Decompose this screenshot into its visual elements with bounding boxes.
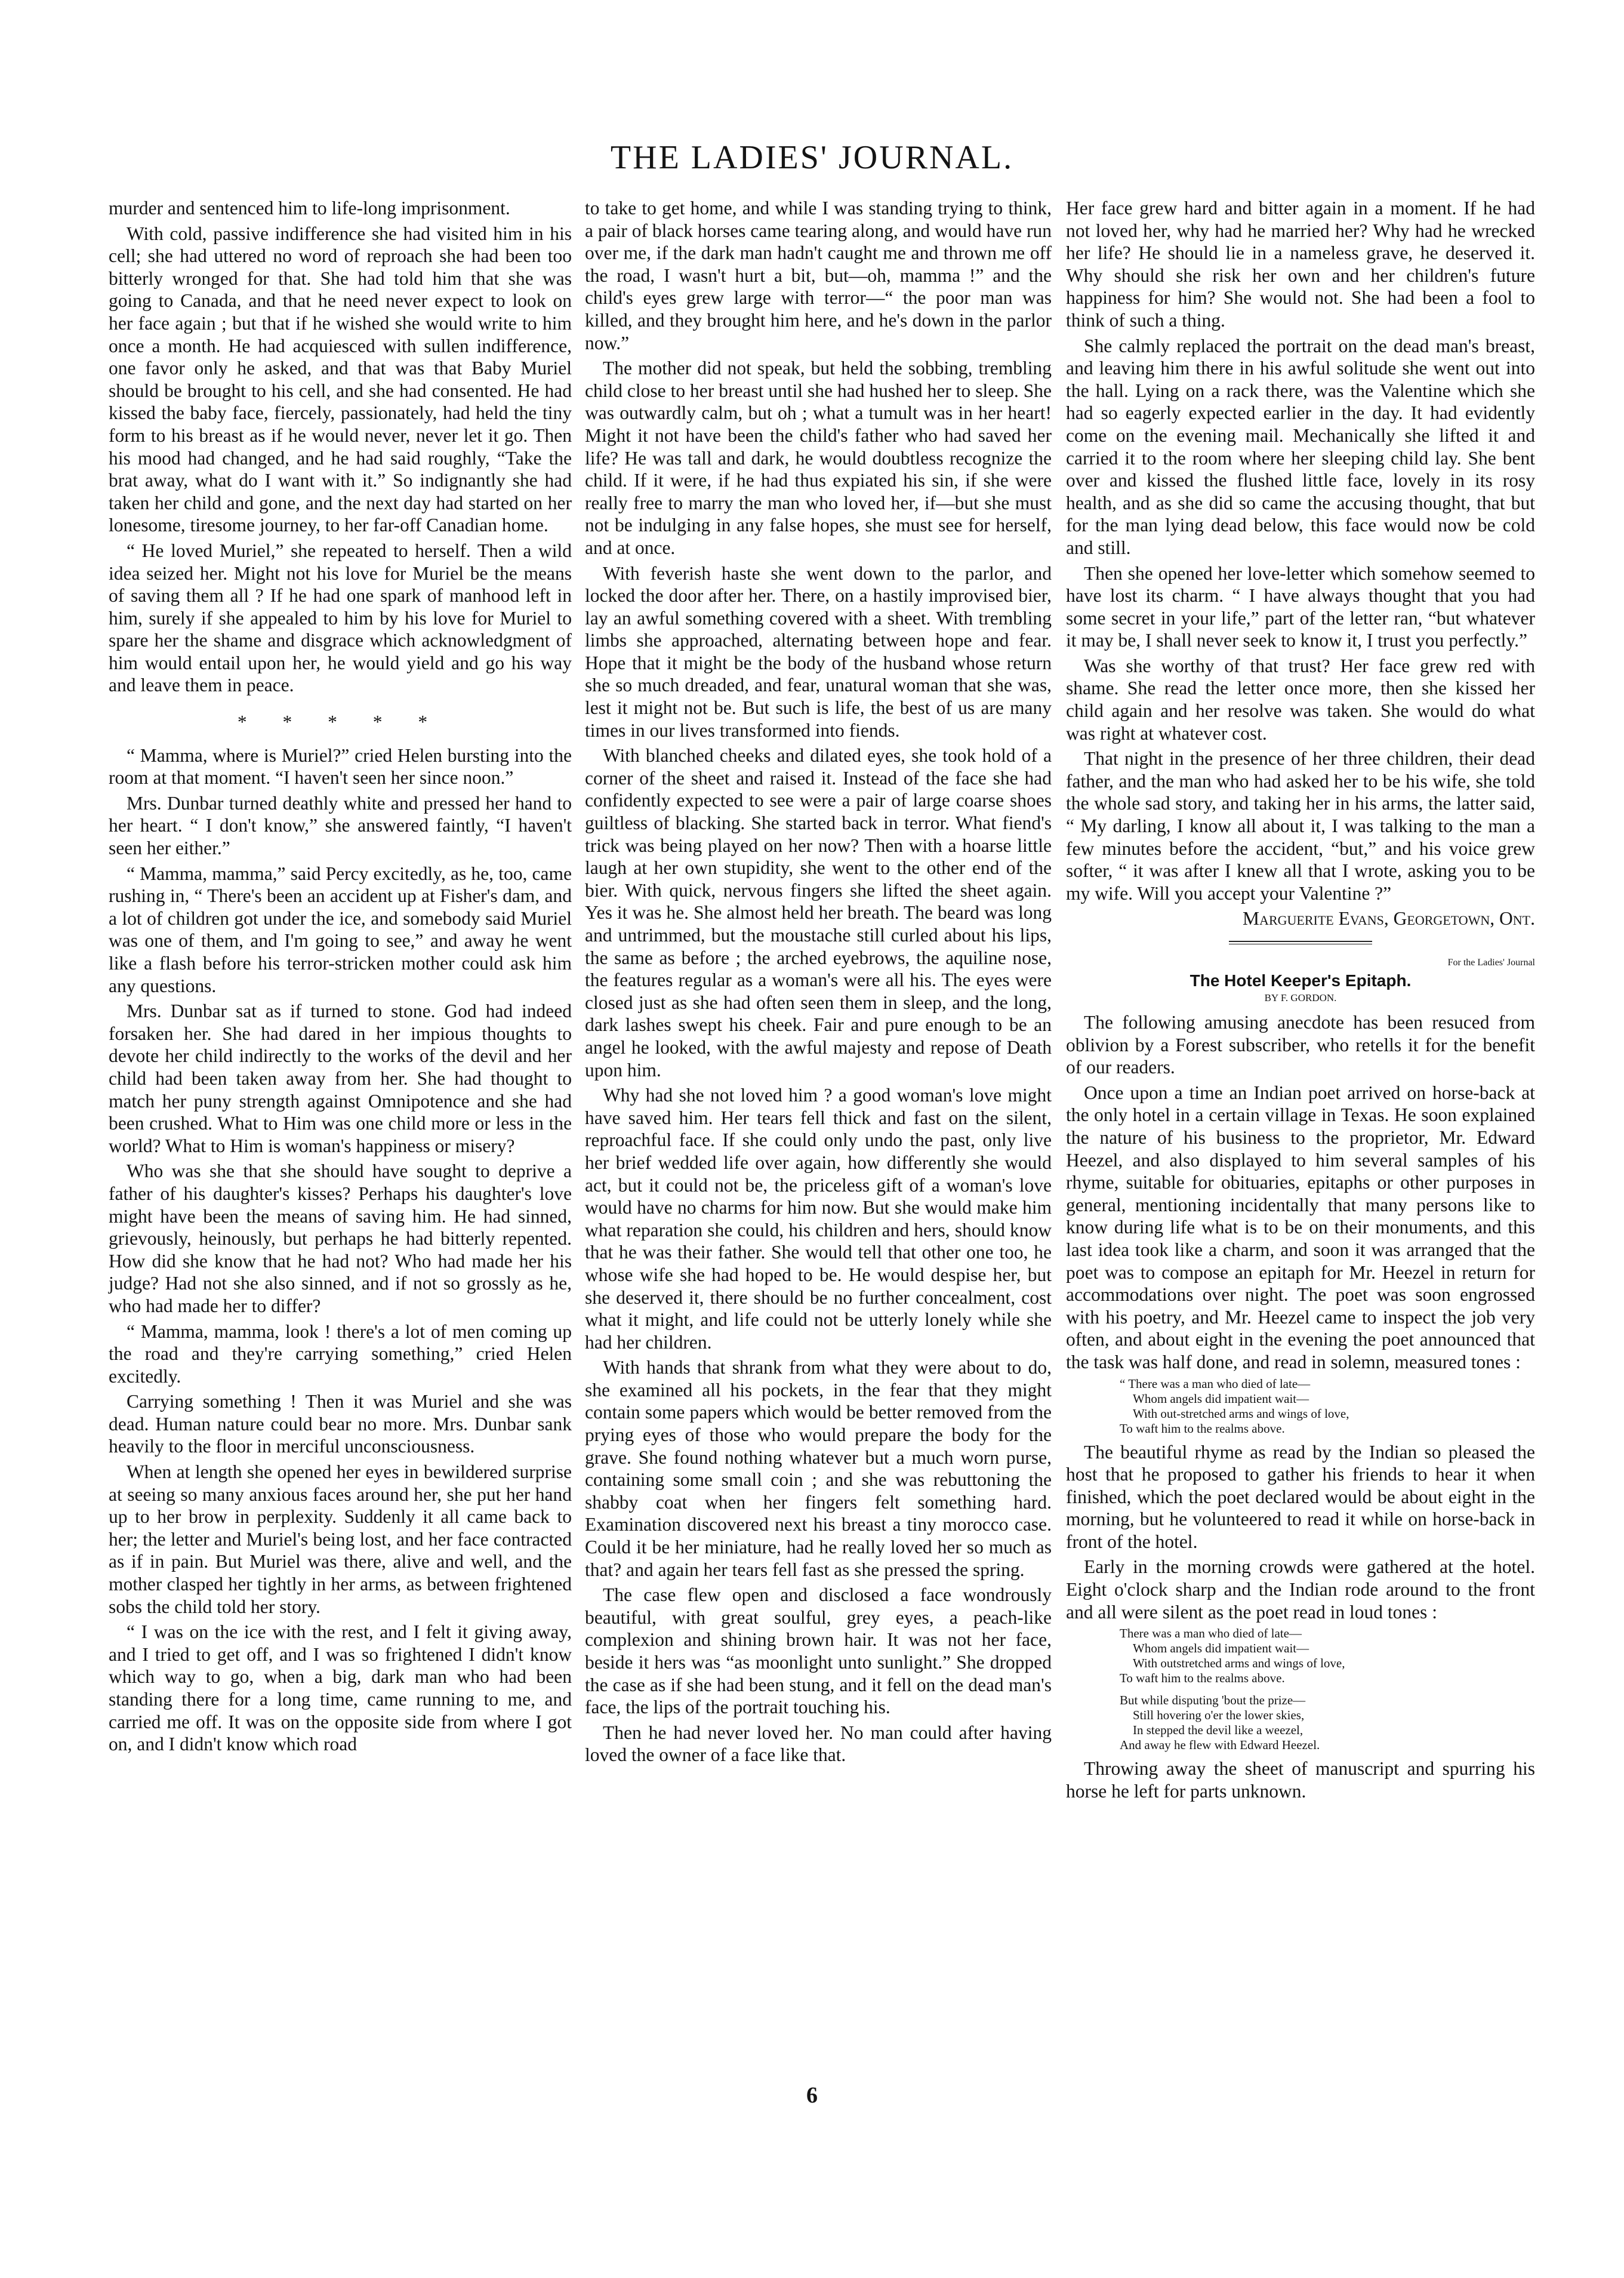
paragraph: Mrs. Dunbar sat as if turned to stone. God had indeed forsaken her. She had dared in her impious thoughts to devote her child indirectly to the works of the devil and her child had been taken away from her. She had thought to match her puny strength against Omnipotence and she had been crushed. What to Him was one child more or less in the world? What to Him is woman's happiness or misery? (109, 1001, 572, 1156)
column-1 (109, 197, 572, 1759)
masthead: THE LADIES' JOURNAL. (610, 139, 1014, 176)
verse-block (1120, 1377, 1535, 1436)
paragraph: Carrying something ! Then it was Muriel and she was dead. Human nature could bear no more. Mrs. Dunbar sank heavily to the floor in merciful unconsciousness. (109, 1391, 572, 1457)
paragraph: With feverish haste she went down to the parlor, and locked the door after her. There, on a hastily improvised bier, lay an awful something covered with a sheet. With trembling limbs she approached, alternating between hope and fear. Hope that it might be the body of the husband whose return she so much dreaded, and fear, unatural woman that she was, lest it might not be. But such is life, the best of us are many times in our lives transformed into fiends. (585, 562, 1052, 741)
paragraph: to take to get home, and while I was standing trying to think, a pair of black horses came tearing along, and would have run over me, if the dark man hadn't caught me and thrown me off the road, I wasn't hurt a bit, but—oh, mamma !” and the child's eyes grew large with terror—“ the poor man was killed, and they brought him here, and he's down in the parlor now.” (585, 198, 1052, 353)
article-title: The Hotel Keeper's Epitaph. (1190, 971, 1412, 990)
paragraph: Then he had never loved her. No man could after having loved the owner of a face like that. (585, 1722, 1052, 1766)
paragraph: “ I was on the ice with the rest, and I felt it giving away, and I tried to get off, and I was so frightened I didn't know which way to go, when a big, dark man who had been standing there for a long time, came running to me, and carried me off. It was on the opposite side from where I got on, and I didn't know which road (109, 1621, 572, 1755)
column-2 (585, 197, 1052, 1769)
article-byline: BY F. GORDON. (1264, 992, 1337, 1003)
paragraph: Why had she not loved him ? a good woman's love might have saved him. Her tears fell thick and fast on the silent, reproachful face. If she could only undo the past, only live her brief wedded life over again, how differently she would act, but it could not be, the priceless gift of a woman's love would have no charms for him now. But she would make him what reparation she could, his children and hers, should know that he was their father. She would tell that other one too, he whose wife she had hoped to be. He would despise her, but she deserved it, there should be no further concealment, cost what it might, and life could not be utterly lonely while she had her children. (585, 1085, 1052, 1353)
paragraph: With cold, passive indifference she had visited him in his cell; she had uttered no word of reproach she had been too bitterly wronged for that. She had told him that she was going to Canada, and that he need never expect to look on her face again ; but that if he wished she would write to him once a month. He had acquiesced with sullen indifference, one favor only he asked, and that was that Baby Muriel should be brought to his cell, and she had consented. He had kissed the baby face, fiercely, passionately, had held the tiny form to his breast as if he would never, never let it go. Then his mood had changed, and he had said roughly, “Take the brat away, what do I want with it.” So indignantly she had taken her child and gone, and the next day had started on her lonesome, tiresome journey, to her far-off Canadian home. (109, 223, 572, 536)
verse-line: With outstretched arms and wings of love, (1133, 1656, 1345, 1671)
verse-line: “ There was a man who died of late— (1120, 1376, 1311, 1391)
paragraph: Was she worthy of that trust? Her face grew red with shame. She read the letter once more, then she kissed her child again and her resolve was taken. She would do what was right at whatever cost. (1066, 655, 1535, 744)
section-break: * * * * * (237, 712, 443, 733)
paragraph: Early in the morning crowds were gathered at the hotel. Eight o'clock sharp and the Indian rode around to the front and all were silent as the poet read in loud tones : (1066, 1556, 1535, 1623)
paragraph: Throwing away the sheet of manuscript and spurring his horse he left for parts unknown. (1066, 1758, 1535, 1802)
paragraph: The case flew open and disclosed a face wondrously beautiful, with great soulful, grey eyes, a peach-like complexion and shining brown hair. It was not her face, beside it hers was “as moonlight unto sunlight.” She dropped the case as if she had been stung, and it fell on the dead man's face, the lips of the portrait touching his. (585, 1584, 1052, 1718)
page-number: 6 (806, 2083, 818, 2108)
paragraph: Once upon a time an Indian poet arrived on horse-back at the only hotel in a certain village in Texas. He soon explained the nature of his business to the proprietor, Mr. Edward Heezel, and also displayed to him several samples of his rhyme, suitable for obituaries, epitaphs or other purposes in general, mentioning incidentally that many persons like to know during life what is to be on their monuments, and this last idea took like a charm, and soon it was arranged that the poet was to compose an epitaph for Mr. Heezel in return for accommodations over night. The poet was soon engrossed with his poetry, and Mr. Heezel came to inspect the job very often, and about eight in the evening the poet announced that the task was half done, and read in solemn, measured tones : (1066, 1082, 1535, 1372)
paragraph: Her face grew hard and bitter again in a moment. If he had not loved her, why had he married her? Why had he wrecked her life? He should lie in a nameless grave, he deserved it. Why should she risk her own and her children's future happiness for him? She would not. She had been a fool to think of such a thing. (1066, 198, 1535, 331)
paragraph: “ He loved Muriel,” she repeated to herself. Then a wild idea seized her. Might not his love for Muriel be the means of saving them all ? If he had one spark of manhood left in him, surely if she appealed to him by his love for Muriel to spare her the shame and disgrace which acknowledgment of him would entail upon her, he would yield and go his way and leave them in peace. (109, 540, 572, 696)
article-credit: For the Ladies' Journal (1447, 958, 1535, 968)
verse-block (1120, 1626, 1535, 1753)
verse-line: In stepped the devil like a weezel, (1133, 1723, 1303, 1738)
paragraph: “ Mamma, mamma, look ! there's a lot of men coming up the road and they're carrying something,” cried Helen excitedly. (109, 1320, 572, 1387)
verse-line: Whom angels did impatient wait— (1133, 1641, 1309, 1656)
column-3 (1066, 197, 1535, 1805)
verse-line: To waft him to the realms above. (1120, 1421, 1285, 1436)
paragraph: That night in the presence of her three children, their dead father, and the man who had asked her to be his wife, she told the whole sad story, and taking her in his arms, the latter said, “ My darling, I know all about it, I was talking to the man a few minutes before the accident, “but,” and his voice grew softer, “ it was after I knew all that I wrote, asking you to be my wife. Will you accept your Valentine ?” (1066, 748, 1535, 904)
verse-line: There was a man who died of late— (1120, 1626, 1302, 1641)
verse-line: Whom angels did impatient wait— (1133, 1391, 1309, 1406)
paragraph: The following amusing anecdote has been resuced from oblivion by a Forest subscriber, who retells it for the benefit of our readers. (1066, 1012, 1535, 1078)
author-signature: Marguerite Evans, Georgetown, Ont. (1243, 908, 1535, 929)
paragraph: Who was she that she should have sought to deprive a father of his daughter's kisses? Perhaps his daughter's love might have been the means of saving him. He had sinned, grievously, heinously, but perhaps he had bitterly repented. How did she know that he had not? Who had made her his judge? Had not she also sinned, and if not so grossly as he, who had made her to differ? (109, 1160, 572, 1316)
verse-line: Still hovering o'er the lower skies, (1133, 1708, 1305, 1723)
paragraph: With blanched cheeks and dilated eyes, she took hold of a corner of the sheet and raised it. Instead of the face she had confidently expected to see were a pair of large coarse shoes guiltless of blacking. She started back in terror. What fiend's trick was being played on her now? Then with a hoarse little laugh at her own stupidity, she went to the other end of the bier. With quick, nervous fingers she lifted the sheet again. Yes it was he. She almost held her breath. The beard was long and untrimmed, but the moustache still curled about his lips, the same as before ; the arched eyebrows, the aquiline nose, the features regular as a woman's were all his. The eyes were closed just as she had often seen them in sleep, and the long, dark lashes swept his cheek. Fair and pure enough to be an angel he looked, with the awful majesty and repose of Death upon him. (585, 745, 1052, 1080)
paragraph: “ Mamma, mamma,” said Percy excitedly, as he, too, came rushing in, “ There's been an accident up at Fisher's dam, and a lot of children got under the ice, and somebody said Muriel was one of them, and I'm going to see,” and away he went like a flash before his terror-stricken mother could ask him any questions. (109, 863, 572, 996)
paragraph: When at length she opened her eyes in bewildered surprise at seeing so many anxious faces around her, she put her hand up to her brow in perplexity. Suddenly it all came back to her; the letter and Muriel's being lost, and her face contracted as if in pain. But Muriel was there, alive and well, and the mother clasped her tightly in her arms, as between frightened sobs the child told her story. (109, 1461, 572, 1617)
verse-line: And away he flew with Edward Heezel. (1120, 1738, 1320, 1753)
paragraph: With hands that shrank from what they were about to do, she examined all his pockets, in the fear that they might contain some papers which would be better removed from the prying eyes of those who would prepare the body for the grave. She found nothing whatever but a much worn purse, containing some small coin ; and she was rebuttoning the shabby coat when her fingers felt something hard. Examination discovered next his breast a tiny morocco case. Could it be her miniature, had he really loved her so much as that? and again her tears fell fast as she pressed the spring. (585, 1357, 1052, 1580)
paragraph: Mrs. Dunbar turned deathly white and pressed her hand to her heart. “ I don't know,” she answered faintly, “I haven't seen her either.” (109, 792, 572, 859)
verse-line: To waft him to the realms above. (1120, 1671, 1285, 1686)
paragraph: Then she opened her love-letter which somehow seemed to have lost its charm. “ I have always thought that you had some secret in your life,” part of the letter ran, “but whatever it may be, I shall never seek to know it, I trust you perfectly.” (1066, 562, 1535, 651)
section-divider (1229, 941, 1372, 944)
verse-line: But while disputing 'bout the prize— (1120, 1693, 1306, 1708)
paragraph: The beautiful rhyme as read by the Indian so pleased the host that he proposed to gather his friends to hear it when finished, which the poet declared would be about eight in the morning, but he volunteered to read it while on horse-back in front of the hotel. (1066, 1441, 1535, 1552)
paragraph: She calmly replaced the portrait on the dead man's breast, and leaving him there in his awful solitude she went out into the hall. Lying on a rack there, was the Valentine which she had so eagerly expected earlier in the day. It had evidently come on the evening mail. Mechanically she lifted it and carried it to the room where her sleeping child lay. She bent over and kissed the flushed little face, lovely in its rosy health, and as she did so came the accusing thought, that but for the man lying dead below, this face would now be cold and still. (1066, 335, 1535, 558)
paragraph: The mother did not speak, but held the sobbing, trembling child close to her breast until she had hushed her to sleep. She was outwardly calm, but oh ; what a tumult was in her heart! Might it not have been the child's father who had saved her life? He was tall and dark, he would doubtless recognize the child. If it were, if he had thus expiated his sin, if she were really free to marry the man who loved her, if—but she must not be indulging in any false hopes, she must see for herself, and at once. (585, 358, 1052, 558)
paragraph: murder and sentenced him to life-long imprisonment. (109, 198, 510, 218)
verse-line: With out-stretched arms and wings of love, (1133, 1406, 1349, 1421)
paragraph: “ Mamma, where is Muriel?” cried Helen bursting into the room at that moment. “I haven't seen her since noon.” (109, 744, 572, 789)
